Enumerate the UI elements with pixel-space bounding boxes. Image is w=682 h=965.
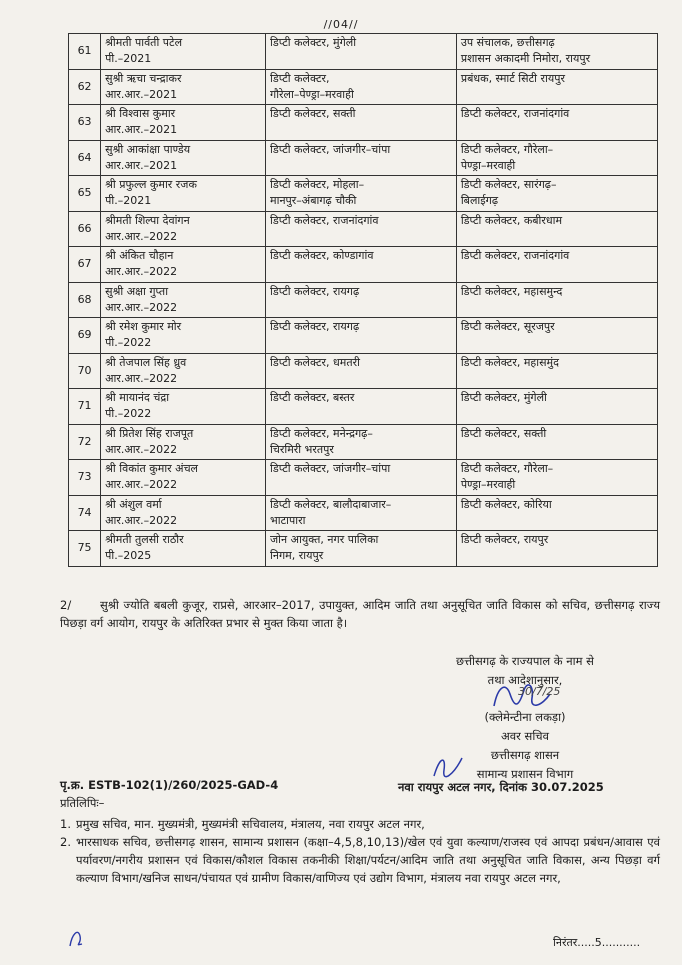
table-row bbox=[69, 176, 658, 212]
table-row bbox=[69, 460, 658, 496]
margin-initial-mark bbox=[66, 924, 86, 950]
copy-list bbox=[60, 815, 660, 887]
current-posting-cell bbox=[266, 460, 457, 496]
officer-cell bbox=[101, 105, 266, 141]
serial-number-cell: 71 bbox=[69, 389, 101, 425]
table-row bbox=[69, 140, 658, 176]
new-posting-line: डिप्टी कलेक्टर, राजनांदगांव bbox=[460, 249, 570, 262]
current-posting-cell bbox=[266, 318, 457, 354]
new-posting-line: पेण्ड्रा–मरवाही bbox=[460, 158, 516, 172]
serial-number-cell: 64 bbox=[69, 140, 101, 176]
officer-name: श्रीमती शिल्पा देवांगन bbox=[105, 213, 190, 227]
officer-cell bbox=[101, 282, 266, 318]
table-row bbox=[69, 247, 658, 283]
table-row bbox=[69, 424, 658, 460]
officer-batch: आर.आर.–2021 bbox=[105, 123, 178, 136]
table-row bbox=[69, 495, 658, 531]
new-posting-cell bbox=[456, 247, 657, 283]
new-posting-cell bbox=[456, 69, 657, 105]
new-posting-cell bbox=[456, 318, 657, 354]
signature-block bbox=[400, 652, 650, 784]
officer-batch: आर.आर.–2021 bbox=[105, 87, 178, 101]
serial-number-cell: 63 bbox=[69, 105, 101, 141]
new-posting-cell bbox=[456, 353, 657, 389]
new-posting-cell bbox=[456, 531, 657, 567]
officer-name: श्री विश्वास कुमार bbox=[105, 107, 176, 120]
page-marker: //04// bbox=[323, 18, 359, 31]
new-posting-line: पेण्ड्रा–मरवाही bbox=[460, 478, 516, 491]
officer-name: श्री प्रितेश सिंह राजपूत bbox=[105, 426, 194, 440]
new-posting-cell bbox=[456, 176, 657, 212]
officer-batch: पी.–2021 bbox=[105, 194, 152, 207]
table-row bbox=[69, 105, 658, 141]
current-posting-line: डिप्टी कलेक्टर, जांजगीर–चांपा bbox=[270, 462, 391, 475]
list-item bbox=[60, 815, 660, 833]
new-posting-line: डिप्टी कलेक्टर, सारंगढ़– bbox=[460, 178, 557, 191]
signatory-name: (क्लेमेन्टीना लकड़ा) bbox=[484, 710, 566, 724]
officer-cell bbox=[101, 318, 266, 354]
officer-batch: पी.–2022 bbox=[105, 407, 152, 420]
new-posting-cell bbox=[456, 105, 657, 141]
current-posting-line: डिप्टी कलेक्टर, सक्ती bbox=[270, 107, 356, 120]
officer-name: सुश्री आकांक्षा पाण्डेय bbox=[105, 142, 191, 156]
current-posting-line: डिप्टी कलेक्टर, कोण्डागांव bbox=[270, 249, 374, 262]
officer-batch: आर.आर.–2022 bbox=[105, 300, 178, 314]
new-posting-line: डिप्टी कलेक्टर, गौरेला– bbox=[460, 142, 554, 156]
serial-number-cell: 70 bbox=[69, 353, 101, 389]
new-posting-cell bbox=[456, 140, 657, 176]
current-posting-line: डिप्टी कलेक्टर, बस्तर bbox=[270, 391, 355, 404]
new-posting-line: डिप्टी कलेक्टर, कबीरधाम bbox=[460, 213, 563, 227]
officer-batch: आर.आर.–2022 bbox=[105, 478, 178, 491]
officer-name: श्री रमेश कुमार मोर bbox=[105, 320, 182, 333]
new-posting-cell bbox=[456, 495, 657, 531]
new-posting-cell bbox=[456, 424, 657, 460]
copy-label: प्रतिलिपिः– bbox=[60, 796, 105, 810]
serial-number-cell: 74 bbox=[69, 495, 101, 531]
paragraph-2 bbox=[60, 596, 660, 632]
list-item-number: 2. bbox=[60, 835, 71, 849]
officer-cell bbox=[101, 69, 266, 105]
current-posting-line: जोन आयुक्त, नगर पालिका bbox=[270, 533, 379, 546]
new-posting-line: डिप्टी कलेक्टर, महासमुंद bbox=[460, 355, 559, 369]
current-posting-line: गौरेला–पेण्ड्रा–मरवाही bbox=[270, 87, 354, 101]
current-posting-cell bbox=[266, 353, 457, 389]
new-posting-line: डिप्टी कलेक्टर, राजनांदगांव bbox=[460, 107, 570, 120]
new-posting-cell bbox=[456, 34, 657, 70]
new-posting-cell bbox=[456, 282, 657, 318]
current-posting-line: मानपुर–अंबागढ़ चौकी bbox=[270, 194, 357, 207]
officer-batch: आर.आर.–2021 bbox=[105, 158, 178, 172]
place-and-date: नवा रायपुर अटल नगर, दिनांक 30.07.2025 bbox=[398, 780, 604, 794]
officer-cell bbox=[101, 424, 266, 460]
officer-name: श्री विकांत कुमार अंचल bbox=[105, 462, 199, 475]
table-row bbox=[69, 211, 658, 247]
officer-name: श्री अंशुल वर्मा bbox=[105, 497, 162, 511]
officer-batch: पी.–2021 bbox=[105, 52, 152, 65]
serial-number-cell: 61 bbox=[69, 34, 101, 70]
serial-number-cell: 66 bbox=[69, 211, 101, 247]
current-posting-cell bbox=[266, 140, 457, 176]
paragraph-number: 2/ bbox=[60, 598, 72, 612]
officer-cell bbox=[101, 140, 266, 176]
continued-marker: निरंतर.....5........... bbox=[553, 936, 641, 949]
new-posting-cell bbox=[456, 460, 657, 496]
initial-scribble bbox=[430, 752, 466, 780]
current-posting-cell bbox=[266, 424, 457, 460]
list-item-text: भारसाधक सचिव, छत्तीसगढ़ शासन, सामान्य प्रशासन (कक्षा–4,5,8,10,13)/खेल एवं युवा कल्याण/राजस्व एवं आपदा प्रबंधन/आवास एवं पर्यावरण/नगरीय प्रशासन एवं विकास/कौशल विकास तकनीकी शिक्षा/पर्यटन/आदिम जाति तथा अनुसूचित जाति विकास, अन्य पिछड़ा वर्ग कल्याण विभाग/खनिज साधन/पंचायत एवं ग्रामीण विकास/वाणिज्य एवं उद्योग विभाग, मंत्रालय नवा रायपुर अटल नगर, bbox=[76, 835, 660, 885]
serial-number-cell: 67 bbox=[69, 247, 101, 283]
table-row bbox=[69, 531, 658, 567]
officer-cell bbox=[101, 247, 266, 283]
serial-number-cell: 68 bbox=[69, 282, 101, 318]
current-posting-cell bbox=[266, 247, 457, 283]
current-posting-cell bbox=[266, 282, 457, 318]
signatory-dept: सामान्य प्रशासन विभाग bbox=[476, 767, 574, 781]
new-posting-line: डिप्टी कलेक्टर, रायपुर bbox=[460, 533, 549, 546]
serial-number-cell: 62 bbox=[69, 69, 101, 105]
current-posting-cell bbox=[266, 211, 457, 247]
signature-line-2: तथा आदेशानुसार, bbox=[487, 673, 563, 687]
current-posting-line: डिप्टी कलेक्टर, जांजगीर–चांपा bbox=[270, 142, 391, 156]
officer-name: श्रीमती पार्वती पटेल bbox=[105, 36, 183, 49]
new-posting-line: डिप्टी कलेक्टर, महासमुन्द bbox=[460, 284, 563, 298]
signature-line-1: छत्तीसगढ़ के राज्यपाल के नाम से bbox=[456, 654, 594, 668]
new-posting-line: बिलाईगढ़ bbox=[460, 194, 499, 207]
current-posting-line: डिप्टी कलेक्टर, मनेन्द्रगढ़– bbox=[270, 426, 373, 440]
new-posting-line: डिप्टी कलेक्टर, गौरेला– bbox=[460, 462, 554, 475]
officer-name: श्रीमती तुलसी राठौर bbox=[105, 533, 184, 546]
serial-number-cell: 65 bbox=[69, 176, 101, 212]
current-posting-cell bbox=[266, 69, 457, 105]
officer-cell bbox=[101, 34, 266, 70]
new-posting-line: प्रशासन अकादमी निमोरा, रायपुर bbox=[460, 52, 591, 65]
current-posting-cell bbox=[266, 176, 457, 212]
new-posting-line: डिप्टी कलेक्टर, कोरिया bbox=[460, 497, 552, 511]
officer-cell bbox=[101, 495, 266, 531]
table-row bbox=[69, 389, 658, 425]
transfer-table bbox=[68, 33, 658, 567]
current-posting-cell bbox=[266, 389, 457, 425]
officer-batch: आर.आर.–2022 bbox=[105, 442, 178, 456]
current-posting-line: डिप्टी कलेक्टर, मुंगेली bbox=[270, 36, 357, 49]
table-row bbox=[69, 34, 658, 70]
serial-number-cell: 73 bbox=[69, 460, 101, 496]
current-posting-line: डिप्टी कलेक्टर, मोहला– bbox=[270, 178, 365, 191]
new-posting-line: उप संचालक, छत्तीसगढ़ bbox=[460, 36, 555, 49]
current-posting-line: डिप्टी कलेक्टर, बालौदाबाजार– bbox=[270, 497, 392, 511]
officer-name: सुश्री अक्षा गुप्ता bbox=[105, 284, 169, 298]
signatory-govt: छत्तीसगढ़ शासन bbox=[490, 748, 560, 762]
officer-batch: आर.आर.–2022 bbox=[105, 265, 178, 278]
new-posting-cell bbox=[456, 211, 657, 247]
table-row bbox=[69, 282, 658, 318]
new-posting-line: डिप्टी कलेक्टर, सूरजपुर bbox=[460, 320, 555, 333]
current-posting-cell bbox=[266, 105, 457, 141]
serial-number-cell: 69 bbox=[69, 318, 101, 354]
officer-cell bbox=[101, 353, 266, 389]
officer-cell bbox=[101, 211, 266, 247]
officer-cell bbox=[101, 531, 266, 567]
current-posting-line: डिप्टी कलेक्टर, धमतरी bbox=[270, 355, 360, 369]
serial-number-cell: 75 bbox=[69, 531, 101, 567]
officer-cell bbox=[101, 176, 266, 212]
list-item bbox=[60, 833, 660, 887]
paragraph-text: सुश्री ज्योति बबली कुजूर, राप्रसे, आरआर–2017, उपायुक्त, आदिम जाति तथा अनुसूचित जाति विकास को सचिव, छत्तीसगढ़ राज्य पिछड़ा वर्ग आयोग, रायपुर के अतिरिक्त प्रभार से मुक्त किया जाता है। bbox=[60, 598, 660, 630]
current-posting-cell bbox=[266, 495, 457, 531]
current-posting-cell bbox=[266, 34, 457, 70]
current-posting-line: डिप्टी कलेक्टर, रायगढ़ bbox=[270, 320, 360, 333]
officer-batch: पी.–2022 bbox=[105, 336, 152, 349]
officer-name: श्री मायानंद चंद्रा bbox=[105, 391, 170, 404]
officer-name: श्री प्रफुल्ल कुमार रजक bbox=[105, 178, 197, 191]
officer-batch: आर.आर.–2022 bbox=[105, 229, 178, 243]
officer-name: श्री तेजपाल सिंह ध्रुव bbox=[105, 355, 187, 369]
current-posting-line: भाटापारा bbox=[270, 513, 306, 527]
current-posting-line: निगम, रायपुर bbox=[270, 549, 324, 562]
officer-batch: पी.–2025 bbox=[105, 549, 152, 562]
current-posting-line: डिप्टी कलेक्टर, bbox=[270, 71, 330, 85]
current-posting-line: डिप्टी कलेक्टर, रायगढ़ bbox=[270, 284, 360, 298]
signatory-designation: अवर सचिव bbox=[501, 729, 549, 743]
new-posting-cell bbox=[456, 389, 657, 425]
serial-number-cell: 72 bbox=[69, 424, 101, 460]
officer-name: सुश्री ऋचा चन्द्राकर bbox=[105, 71, 182, 85]
current-posting-line: चिरमिरी भरतपुर bbox=[270, 442, 334, 456]
order-number: पृ.क्र. ESTB-102(1)/260/2025-GAD-4 bbox=[60, 778, 279, 792]
new-posting-line: डिप्टी कलेक्टर, मुंगेली bbox=[460, 391, 547, 404]
officer-batch: आर.आर.–2022 bbox=[105, 371, 178, 385]
new-posting-line: प्रबंधक, स्मार्ट सिटी रायपुर bbox=[460, 71, 565, 85]
handwritten-date: 30/7/25 bbox=[518, 685, 561, 698]
officer-cell bbox=[101, 389, 266, 425]
new-posting-line: डिप्टी कलेक्टर, सक्ती bbox=[460, 426, 547, 440]
officer-batch: आर.आर.–2022 bbox=[105, 513, 178, 527]
list-item-number: 1. bbox=[60, 817, 71, 831]
table-row bbox=[69, 318, 658, 354]
current-posting-cell bbox=[266, 531, 457, 567]
officer-name: श्री अंकित चौहान bbox=[105, 249, 174, 262]
current-posting-line: डिप्टी कलेक्टर, राजनांदगांव bbox=[270, 213, 379, 227]
list-item-text: प्रमुख सचिव, मान. मुख्यमंत्री, मुख्यमंत्री सचिवालय, मंत्रालय, नवा रायपुर अटल नगर, bbox=[76, 817, 425, 831]
officer-cell bbox=[101, 460, 266, 496]
table-row bbox=[69, 353, 658, 389]
table-row bbox=[69, 69, 658, 105]
